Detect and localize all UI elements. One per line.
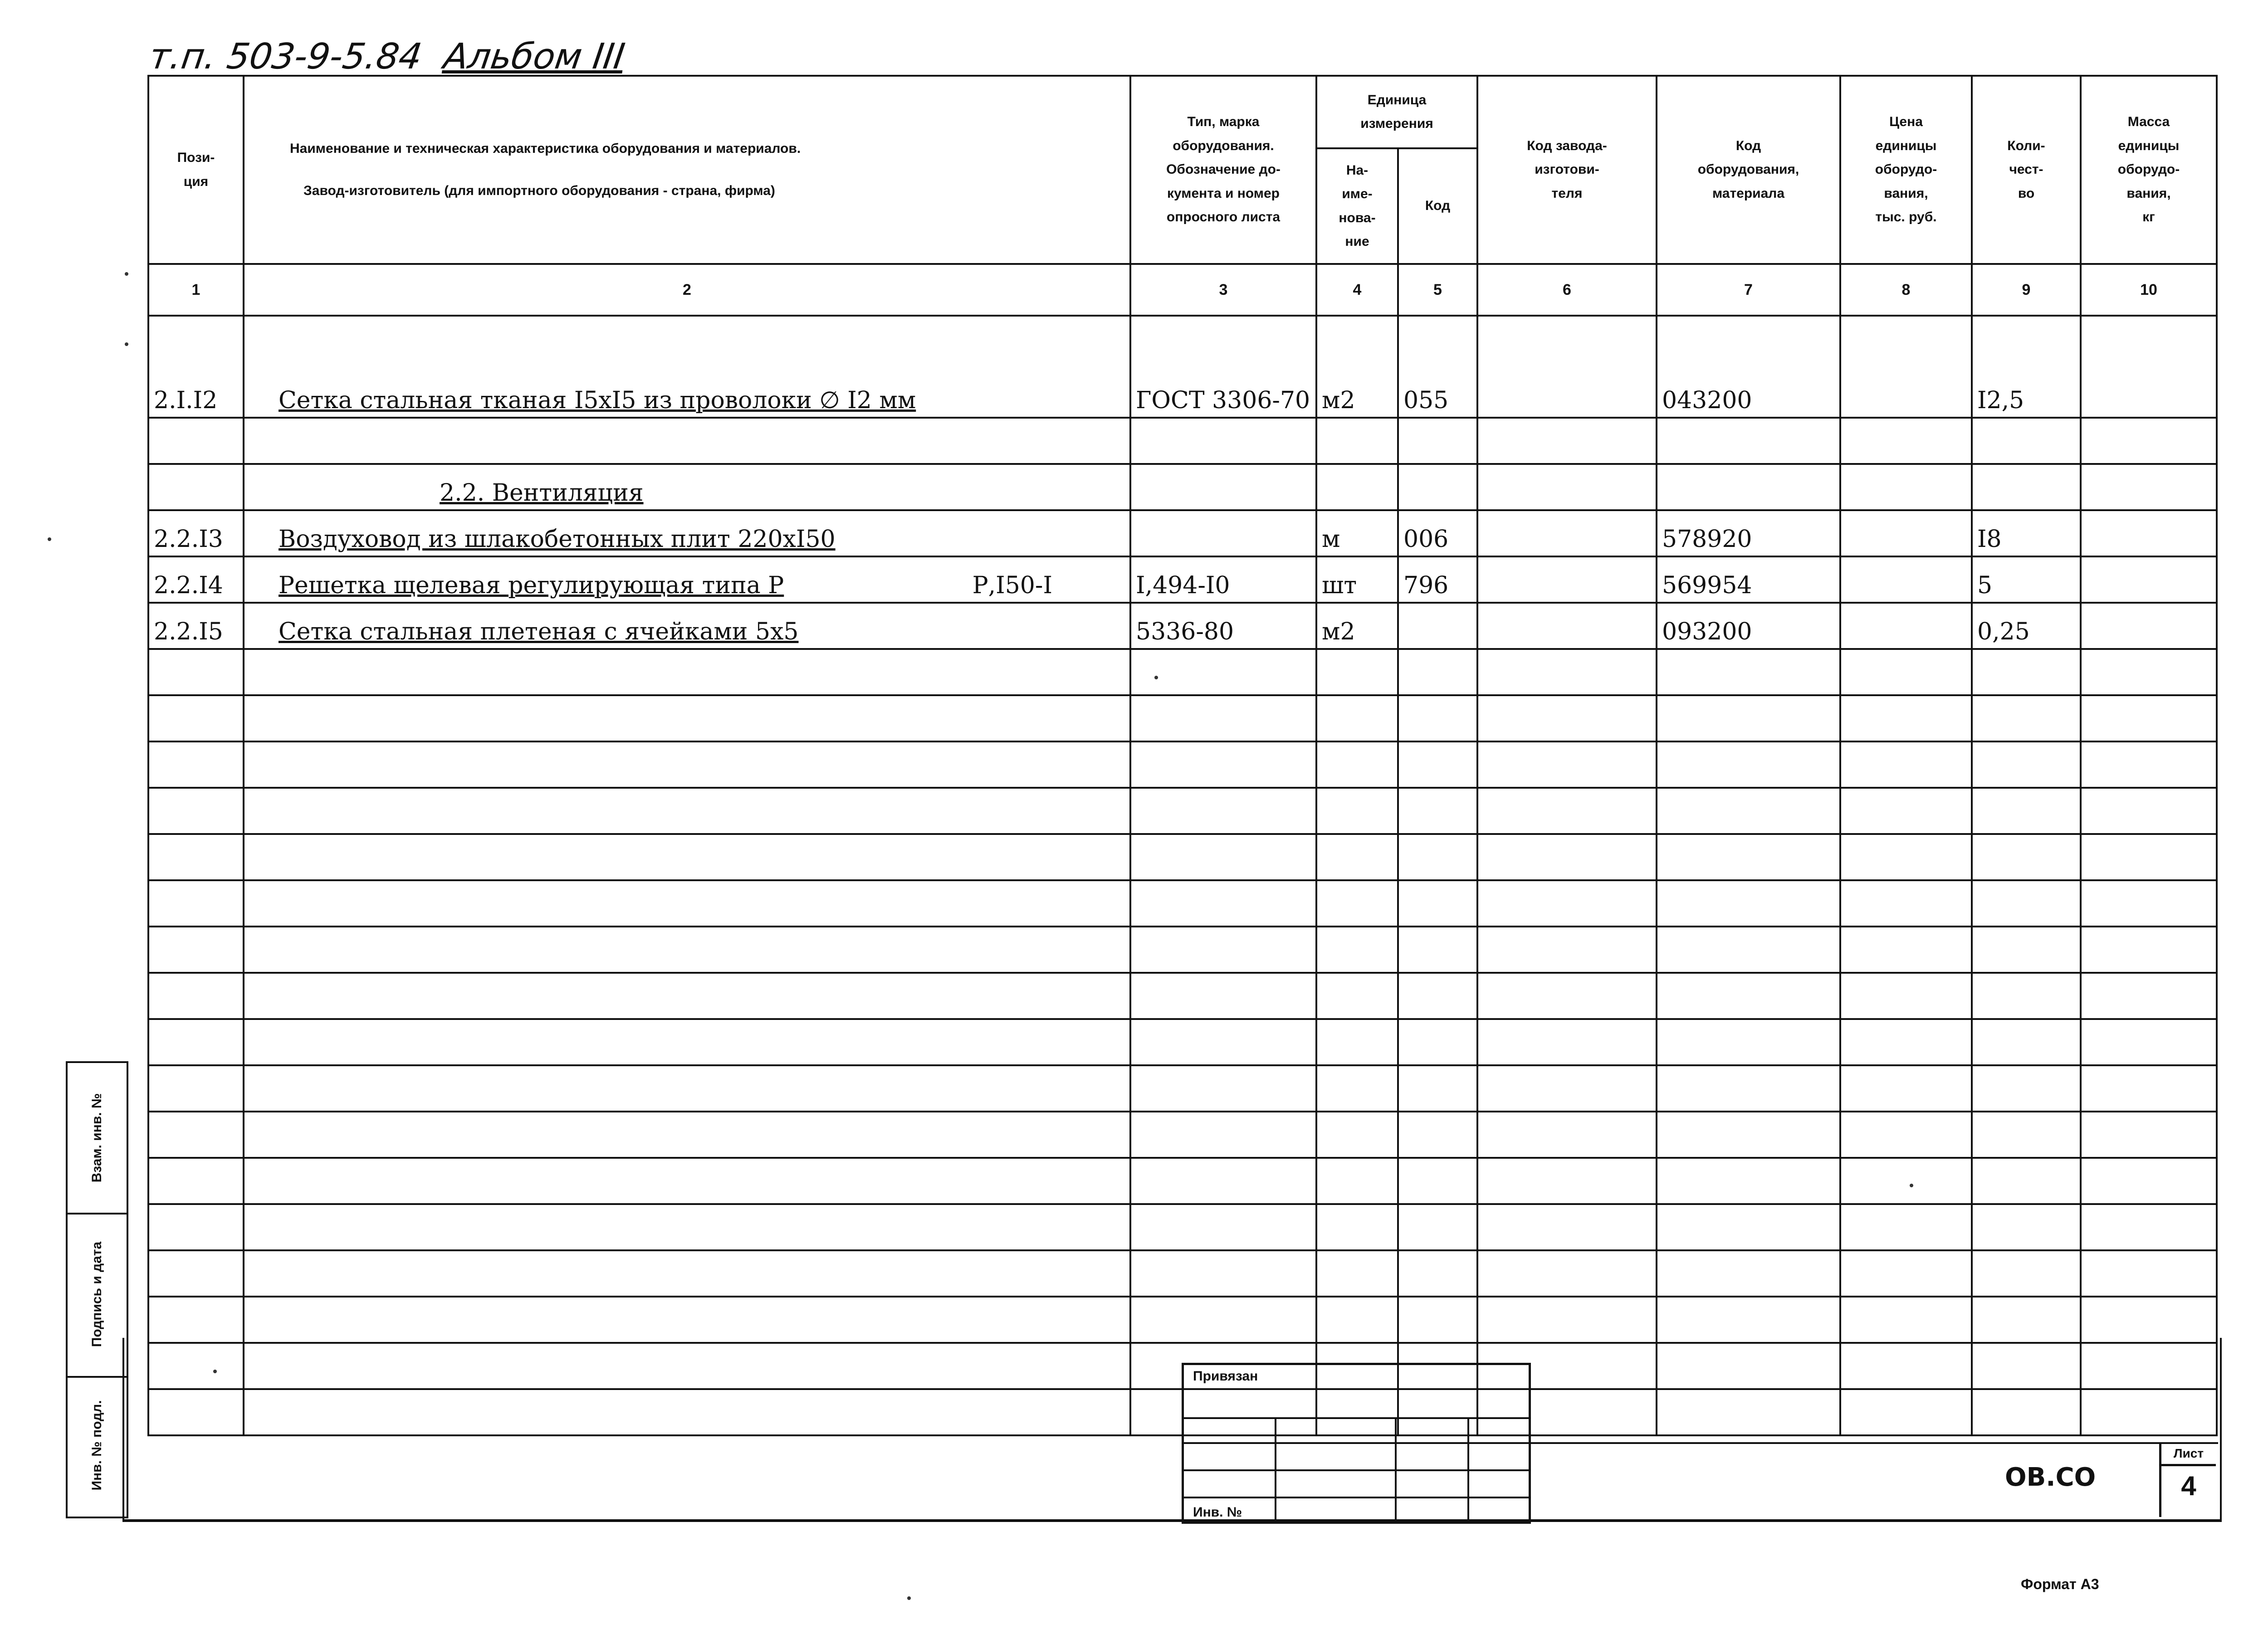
empty-cell — [1657, 927, 1840, 973]
attached-label: Привязан — [1193, 1369, 1258, 1384]
empty-cell — [1657, 1112, 1840, 1158]
cell-price — [1840, 556, 1972, 603]
empty-cell — [1657, 1019, 1840, 1065]
empty-cell — [1398, 741, 1477, 788]
empty-cell — [2081, 1297, 2217, 1343]
cell-equip-code: 093200 — [1657, 603, 1840, 649]
empty-cell — [148, 880, 244, 927]
empty-cell — [148, 649, 244, 695]
empty-cell — [1130, 1112, 1316, 1158]
cell-unit: м2 — [1316, 603, 1398, 649]
cell-name — [244, 418, 1130, 464]
empty-row — [148, 788, 2217, 834]
cell-pos: 2.I.I2 — [148, 316, 244, 418]
empty-cell — [2081, 1065, 2217, 1112]
empty-cell — [1972, 1019, 2081, 1065]
empty-cell — [1316, 1065, 1398, 1112]
empty-cell — [1316, 834, 1398, 880]
attach-vline-2 — [1395, 1417, 1397, 1522]
empty-cell — [2081, 1112, 2217, 1158]
header-unit: Единица измерения — [1316, 76, 1477, 148]
empty-cell — [1657, 1297, 1840, 1343]
item-name: Сетка стальная тканая I5xI5 из проволоки ∅ I2 мм — [279, 387, 916, 414]
empty-cell — [244, 834, 1130, 880]
empty-cell — [1398, 1019, 1477, 1065]
empty-cell — [2081, 1158, 2217, 1204]
column-number-row — [148, 264, 2217, 316]
empty-cell — [1972, 649, 2081, 695]
column-number-6: 6 — [1477, 264, 1657, 316]
empty-cell — [1840, 1158, 1972, 1204]
empty-cell — [1477, 1204, 1657, 1250]
scan-speck — [213, 1370, 217, 1373]
column-number-1: 1 — [148, 264, 244, 316]
empty-row — [148, 1019, 2217, 1065]
scan-speck — [907, 1596, 911, 1600]
scan-speck — [125, 272, 128, 276]
cell-unit: шт — [1316, 556, 1398, 603]
empty-cell — [1972, 1204, 2081, 1250]
empty-cell — [1657, 649, 1840, 695]
empty-cell — [244, 1158, 1130, 1204]
empty-cell — [1972, 1065, 2081, 1112]
empty-cell — [1316, 695, 1398, 741]
empty-cell — [244, 741, 1130, 788]
album-label: Альбом III — [441, 36, 627, 77]
column-number-4: 4 — [1316, 264, 1398, 316]
empty-cell — [148, 741, 244, 788]
cell-price — [1840, 464, 1972, 510]
cell-plant — [1477, 510, 1657, 556]
empty-cell — [1477, 1112, 1657, 1158]
empty-cell — [1130, 1297, 1316, 1343]
empty-cell — [148, 1112, 244, 1158]
empty-cell — [1130, 741, 1316, 788]
empty-cell — [1972, 973, 2081, 1019]
empty-cell — [1316, 1019, 1398, 1065]
table-row — [148, 556, 2217, 603]
empty-cell — [1398, 880, 1477, 927]
empty-cell — [148, 1065, 244, 1112]
empty-cell — [244, 927, 1130, 973]
document-reference — [147, 36, 627, 77]
table-row — [148, 418, 2217, 464]
cell-doc — [1130, 464, 1316, 510]
table-row — [148, 510, 2217, 556]
empty-cell — [1840, 788, 1972, 834]
title-block-frame — [122, 1338, 2222, 1522]
cell-plant — [1477, 464, 1657, 510]
empty-cell — [2081, 788, 2217, 834]
empty-cell — [1840, 1297, 1972, 1343]
cell-mass — [2081, 464, 2217, 510]
column-number-9: 9 — [1972, 264, 2081, 316]
table-row — [148, 464, 2217, 510]
item-name — [249, 433, 279, 460]
empty-row — [148, 1297, 2217, 1343]
empty-cell — [1398, 788, 1477, 834]
header-name-line2: Завод-изготовитель (для импортного оборудования - страна, фирма) — [303, 183, 775, 198]
item-name: Воздуховод из шлакобетонных плит 220xI50 — [279, 526, 836, 553]
cell-unit-code: 055 — [1398, 316, 1477, 418]
cell-qty: I2,5 — [1972, 316, 2081, 418]
empty-cell — [148, 973, 244, 1019]
item-name: Решетка щелевая регулирующая типа Р — [279, 572, 784, 599]
cell-qty — [1972, 418, 2081, 464]
empty-cell — [244, 973, 1130, 1019]
sheet-label: Лист — [2161, 1442, 2216, 1466]
cell-name — [244, 316, 1130, 418]
empty-row — [148, 695, 2217, 741]
empty-cell — [1398, 695, 1477, 741]
empty-cell — [244, 695, 1130, 741]
cell-unit — [1316, 418, 1398, 464]
empty-cell — [1972, 1112, 2081, 1158]
cell-plant — [1477, 418, 1657, 464]
empty-cell — [1840, 880, 1972, 927]
empty-cell — [1398, 1112, 1477, 1158]
cell-mass — [2081, 510, 2217, 556]
attach-line-2 — [1184, 1442, 1529, 1444]
empty-cell — [1130, 1158, 1316, 1204]
empty-cell — [1657, 1065, 1840, 1112]
specification-sheet — [147, 75, 2216, 1338]
empty-row — [148, 1158, 2217, 1204]
cell-pos — [148, 418, 244, 464]
sheet-number: 4 — [2181, 1471, 2196, 1501]
cell-qty — [1972, 464, 2081, 510]
empty-cell — [1130, 927, 1316, 973]
cell-equip-code: 569954 — [1657, 556, 1840, 603]
empty-cell — [1130, 1019, 1316, 1065]
empty-cell — [2081, 741, 2217, 788]
empty-cell — [2081, 649, 2217, 695]
empty-cell — [2081, 695, 2217, 741]
empty-cell — [1477, 927, 1657, 973]
empty-cell — [1130, 1250, 1316, 1297]
column-number-5: 5 — [1398, 264, 1477, 316]
cell-mass — [2081, 418, 2217, 464]
scan-speck — [1154, 676, 1158, 679]
empty-cell — [1130, 1065, 1316, 1112]
empty-cell — [1840, 741, 1972, 788]
empty-cell — [1477, 741, 1657, 788]
empty-cell — [1316, 741, 1398, 788]
document-number: т.п. 503-9-5.84 — [147, 36, 425, 77]
empty-cell — [244, 788, 1130, 834]
empty-cell — [148, 788, 244, 834]
empty-cell — [1316, 788, 1398, 834]
empty-row — [148, 649, 2217, 695]
empty-cell — [1972, 834, 2081, 880]
empty-cell — [148, 1019, 244, 1065]
empty-cell — [244, 880, 1130, 927]
cell-name — [244, 556, 1130, 603]
header-unit-code: Код — [1398, 148, 1477, 264]
empty-cell — [1477, 1019, 1657, 1065]
empty-cell — [2081, 834, 2217, 880]
empty-cell — [1477, 973, 1657, 1019]
sheet-box — [2159, 1442, 2216, 1517]
cell-price — [1840, 316, 1972, 418]
empty-cell — [2081, 927, 2217, 973]
empty-cell — [1657, 1158, 1840, 1204]
empty-cell — [1130, 1204, 1316, 1250]
title-block-line — [1526, 1442, 2218, 1444]
empty-cell — [1316, 880, 1398, 927]
header-name — [244, 76, 1130, 264]
empty-cell — [244, 1204, 1130, 1250]
attach-vline-3 — [1467, 1417, 1469, 1522]
empty-cell — [1972, 927, 2081, 973]
side-stamp-replace-inv: Взам. инв. № — [68, 1063, 127, 1215]
cell-unit-code: 006 — [1398, 510, 1477, 556]
empty-cell — [1316, 1250, 1398, 1297]
column-number-7: 7 — [1657, 264, 1840, 316]
empty-cell — [2081, 973, 2217, 1019]
header-unit-name: На- име- нова- ние — [1316, 148, 1398, 264]
empty-cell — [1477, 695, 1657, 741]
empty-cell — [244, 1250, 1130, 1297]
attach-line-1 — [1184, 1417, 1529, 1419]
empty-cell — [1477, 834, 1657, 880]
empty-cell — [1840, 973, 1972, 1019]
empty-cell — [1477, 1065, 1657, 1112]
cell-price — [1840, 418, 1972, 464]
cell-unit-code: 796 — [1398, 556, 1477, 603]
empty-cell — [148, 1204, 244, 1250]
cell-doc: 5336-80 — [1130, 603, 1316, 649]
empty-cell — [1398, 1158, 1477, 1204]
cell-pos: 2.2.I3 — [148, 510, 244, 556]
empty-cell — [1130, 834, 1316, 880]
document-code: ОВ.СО — [2005, 1463, 2096, 1492]
header-equipment-code: Код оборудования, материала — [1657, 76, 1840, 264]
empty-cell — [1316, 973, 1398, 1019]
cell-equip-code — [1657, 464, 1840, 510]
empty-cell — [1316, 1204, 1398, 1250]
empty-cell — [1477, 788, 1657, 834]
empty-cell — [1972, 741, 2081, 788]
cell-equip-code: 043200 — [1657, 316, 1840, 418]
empty-cell — [1972, 1250, 2081, 1297]
header-name-line1: Наименование и техническая характеристика оборудования и материалов. — [290, 141, 801, 156]
empty-cell — [1657, 834, 1840, 880]
item-mark: Р,I50-I — [972, 572, 1052, 599]
scan-speck — [48, 537, 51, 541]
empty-row — [148, 1065, 2217, 1112]
empty-cell — [1477, 649, 1657, 695]
cell-doc — [1130, 510, 1316, 556]
empty-cell — [1840, 695, 1972, 741]
cell-unit: м2 — [1316, 316, 1398, 418]
empty-cell — [148, 1250, 244, 1297]
cell-mass — [2081, 603, 2217, 649]
empty-cell — [1398, 973, 1477, 1019]
attach-vline-1 — [1275, 1417, 1276, 1522]
empty-cell — [244, 1019, 1130, 1065]
cell-price — [1840, 603, 1972, 649]
cell-mass — [2081, 556, 2217, 603]
empty-cell — [1972, 1297, 2081, 1343]
side-stamp-signature-date: Подпись и дата — [68, 1213, 127, 1378]
cell-unit: м — [1316, 510, 1398, 556]
cell-plant — [1477, 603, 1657, 649]
header-plant-code: Код завода- изготови- теля — [1477, 76, 1657, 264]
empty-cell — [1840, 1112, 1972, 1158]
cell-pos — [148, 464, 244, 510]
cell-unit — [1316, 464, 1398, 510]
empty-cell — [2081, 1019, 2217, 1065]
empty-cell — [1477, 1250, 1657, 1297]
cell-qty: 5 — [1972, 556, 2081, 603]
empty-cell — [1316, 649, 1398, 695]
empty-cell — [1972, 788, 2081, 834]
empty-cell — [1657, 1250, 1840, 1297]
scan-speck — [1910, 1184, 1913, 1187]
empty-cell — [1130, 695, 1316, 741]
empty-cell — [1398, 927, 1477, 973]
header-mass: Масса единицы оборудо- вания, кг — [2081, 76, 2217, 264]
empty-cell — [1840, 927, 1972, 973]
empty-row — [148, 1204, 2217, 1250]
format-label: Формат А3 — [2021, 1576, 2099, 1592]
empty-cell — [1972, 880, 2081, 927]
table-row — [148, 316, 2217, 418]
empty-cell — [1316, 1112, 1398, 1158]
empty-row — [148, 741, 2217, 788]
cell-doc: ГОСТ 3306-70 — [1130, 316, 1316, 418]
cell-name — [244, 603, 1130, 649]
empty-cell — [1477, 880, 1657, 927]
empty-cell — [1657, 880, 1840, 927]
cell-plant — [1477, 316, 1657, 418]
empty-cell — [1130, 973, 1316, 1019]
column-number-3: 3 — [1130, 264, 1316, 316]
empty-cell — [148, 834, 244, 880]
cell-equip-code: 578920 — [1657, 510, 1840, 556]
header-quantity: Коли- чест- во — [1972, 76, 2081, 264]
specification-table — [147, 75, 2218, 1436]
empty-cell — [148, 1297, 244, 1343]
cell-pos: 2.2.I4 — [148, 556, 244, 603]
cell-unit-code — [1398, 464, 1477, 510]
empty-cell — [244, 649, 1130, 695]
cell-qty: 0,25 — [1972, 603, 2081, 649]
cell-unit-code — [1398, 418, 1477, 464]
empty-cell — [1398, 1065, 1477, 1112]
empty-cell — [1840, 834, 1972, 880]
empty-cell — [244, 1112, 1130, 1158]
section-title: 2.2. Вентиляция — [440, 479, 644, 507]
empty-cell — [1840, 1019, 1972, 1065]
cell-plant — [1477, 556, 1657, 603]
empty-row — [148, 880, 2217, 927]
column-number-8: 8 — [1840, 264, 1972, 316]
header-type-mark: Тип, марка оборудования. Обозначение до- кумента и номер опросного листа — [1130, 76, 1316, 264]
empty-cell — [1657, 788, 1840, 834]
empty-cell — [1398, 649, 1477, 695]
column-number-2: 2 — [244, 264, 1130, 316]
table-row — [148, 603, 2217, 649]
attach-line-3 — [1184, 1469, 1529, 1471]
empty-cell — [1130, 880, 1316, 927]
empty-cell — [1477, 1297, 1657, 1343]
empty-cell — [1398, 1204, 1477, 1250]
empty-cell — [1316, 1158, 1398, 1204]
empty-cell — [1398, 1250, 1477, 1297]
inventory-number-label: Инв. № — [1193, 1505, 1242, 1520]
empty-cell — [1316, 927, 1398, 973]
empty-cell — [1130, 649, 1316, 695]
empty-row — [148, 834, 2217, 880]
empty-cell — [1398, 834, 1477, 880]
empty-cell — [1972, 695, 2081, 741]
empty-row — [148, 1112, 2217, 1158]
empty-cell — [148, 695, 244, 741]
cell-doc — [1130, 418, 1316, 464]
empty-cell — [1477, 1158, 1657, 1204]
empty-cell — [1316, 1297, 1398, 1343]
cell-pos: 2.2.I5 — [148, 603, 244, 649]
empty-cell — [244, 1065, 1130, 1112]
empty-cell — [1840, 1250, 1972, 1297]
empty-cell — [1840, 1204, 1972, 1250]
empty-cell — [1657, 695, 1840, 741]
empty-cell — [1398, 1297, 1477, 1343]
empty-cell — [2081, 880, 2217, 927]
empty-cell — [2081, 1204, 2217, 1250]
attachment-block — [1182, 1363, 1531, 1524]
empty-row — [148, 973, 2217, 1019]
cell-equip-code — [1657, 418, 1840, 464]
empty-row — [148, 927, 2217, 973]
cell-mass — [2081, 316, 2217, 418]
scan-speck — [125, 342, 128, 346]
item-name: Сетка стальная плетеная с ячейками 5x5 — [279, 618, 799, 645]
empty-cell — [1657, 741, 1840, 788]
cell-price — [1840, 510, 1972, 556]
empty-cell — [244, 1297, 1130, 1343]
side-stamp-original-inv: Инв. № подл. — [89, 1400, 104, 1491]
side-stamp — [66, 1061, 128, 1518]
cell-unit-code — [1398, 603, 1477, 649]
header-price: Цена единицы оборудо- вания, тыс. руб. — [1840, 76, 1972, 264]
empty-row — [148, 1250, 2217, 1297]
empty-cell — [1657, 973, 1840, 1019]
cell-qty: I8 — [1972, 510, 2081, 556]
empty-cell — [148, 1158, 244, 1204]
empty-cell — [1840, 649, 1972, 695]
empty-cell — [1657, 1204, 1840, 1250]
header-position: Пози- ция — [148, 76, 244, 264]
column-number-10: 10 — [2081, 264, 2217, 316]
empty-cell — [1130, 788, 1316, 834]
attach-line-4 — [1184, 1497, 1529, 1498]
empty-cell — [148, 927, 244, 973]
cell-name — [244, 510, 1130, 556]
cell-doc: I,494-I0 — [1130, 556, 1316, 603]
empty-cell — [1972, 1158, 2081, 1204]
empty-cell — [1840, 1065, 1972, 1112]
empty-cell — [2081, 1250, 2217, 1297]
cell-name — [244, 464, 1130, 510]
